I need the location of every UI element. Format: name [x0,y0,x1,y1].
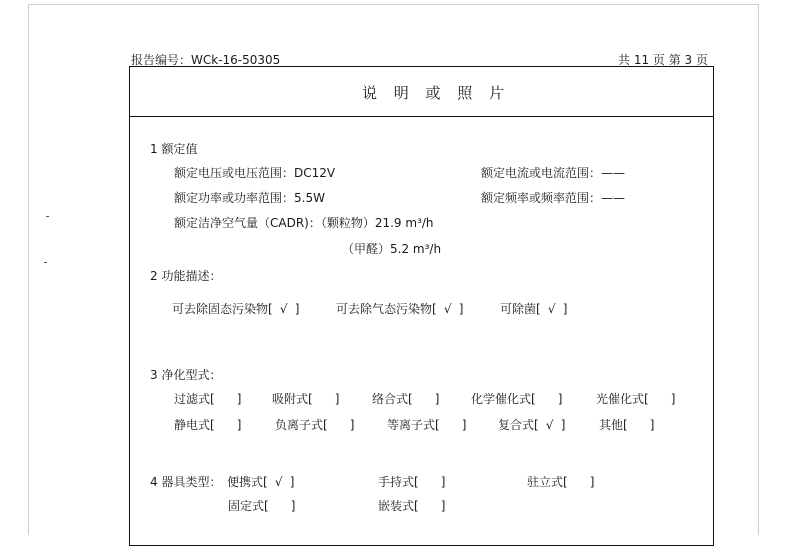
scan-speck [44,262,47,263]
check-mark: √ [443,302,452,316]
report-number: 报告编号：WCk-16-50305 [131,53,281,67]
type-plasma: 等离子式[ ] [387,418,467,432]
type-filter: 过滤式[ ] [174,392,242,406]
function-gaseous-pollutants: 可去除气态污染物[ √ ] [336,302,464,316]
appliance-embedded: 嵌装式[ ] [378,499,446,513]
page-indicator: 共 11 页 第 3 页 [618,53,708,67]
check-mark: √ [547,302,556,316]
title-divider [129,116,714,117]
rated-voltage: 额定电压或电压范围：DC12V [174,166,336,180]
check-mark: √ [545,418,554,432]
type-complexation: 络合式[ ] [372,392,440,406]
check-mark: √ [274,475,283,489]
check-mark: √ [279,302,288,316]
rated-current: 额定电流或电流范围：—— [481,166,626,180]
appliance-standing: 驻立式[ ] [527,475,595,489]
function-sterilization: 可除菌[ √ ] [500,302,568,316]
rated-cadr-particles: 额定洁净空气量（CADR)：（颗粒物）21.9 m³/h [174,216,434,230]
type-composite: 复合式[ √ ] [498,418,566,432]
purification-type-heading: 3 净化型式： [150,368,222,382]
appliance-fixed: 固定式[ ] [228,499,296,513]
scan-speck [46,216,49,217]
type-negative-ion: 负离子式[ ] [275,418,355,432]
appliance-type-heading: 4 器具类型： [150,475,222,489]
appliance-handheld: 手持式[ ] [378,475,446,489]
section-title: 说 明 或 照 片 [362,84,511,102]
appliance-portable: 便携式[ √ ] [227,475,295,489]
function-solid-pollutants: 可去除固态污染物[ √ ] [172,302,300,316]
type-photocatalysis: 光催化式[ ] [596,392,676,406]
rated-power: 额定功率或功率范围：5.5W [174,191,325,205]
type-other: 其他[ ] [599,418,655,432]
rated-values-heading: 1 额定值 [150,142,198,156]
type-chemical-catalysis: 化学催化式[ ] [471,392,563,406]
rated-frequency: 额定频率或频率范围：—— [481,191,626,205]
type-adsorption: 吸附式[ ] [272,392,340,406]
rated-cadr-formaldehyde: （甲醛）5.2 m³/h [342,242,442,256]
type-electrostatic: 静电式[ ] [174,418,242,432]
function-heading: 2 功能描述： [150,269,222,283]
